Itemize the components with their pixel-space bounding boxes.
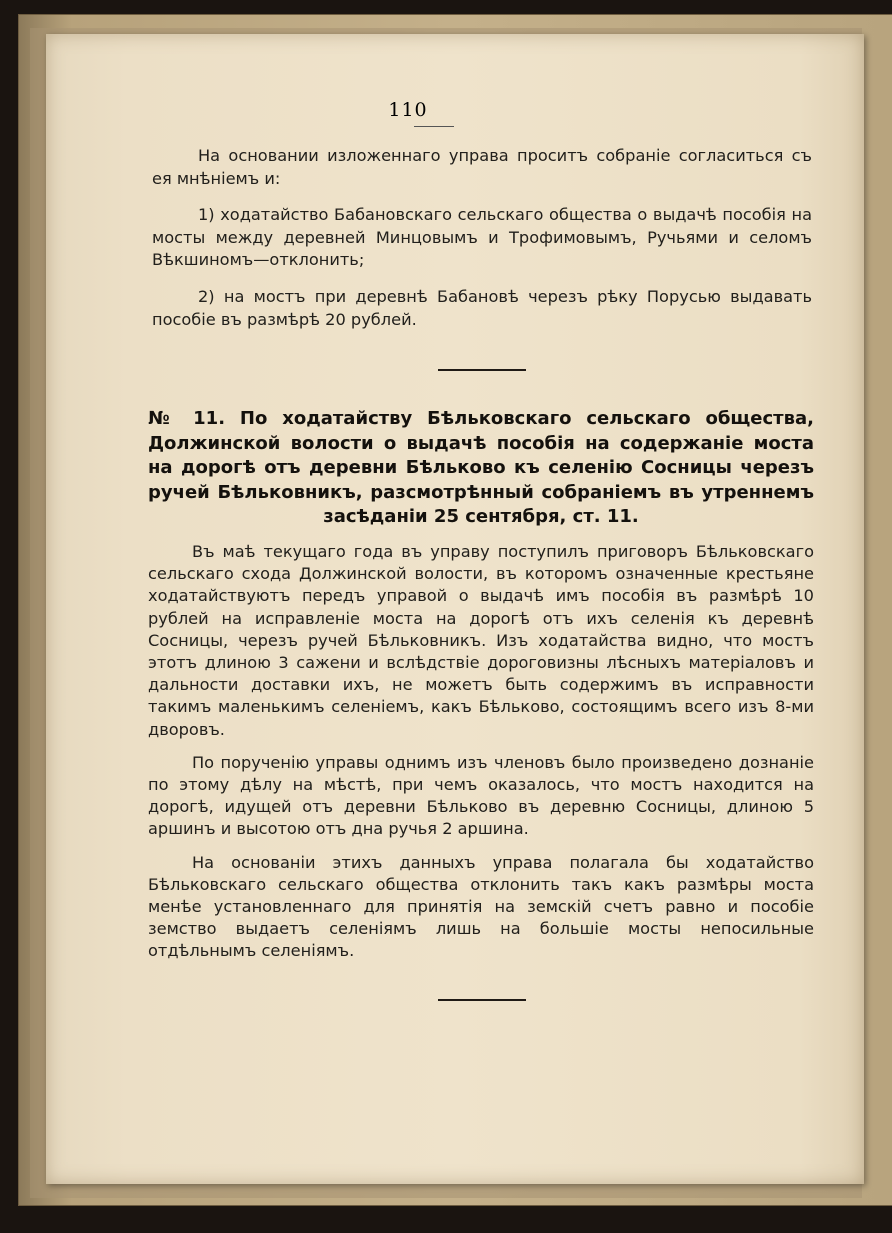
section-divider-top (438, 369, 526, 371)
paragraph-item-1: 1) ходатайство Бабановскаго сельскаго общества о выдачѣ пособія на мосты между деревней Минцовымъ и Трофимовымъ, Ручьями и селомъ Вѣкшиномъ—отклонить; (152, 205, 812, 270)
paragraph-inquiry: По порученію управы однимъ изъ членовъ было произведено дознаніе по этому дѣлу на мѣстѣ, при чемъ оказалось, что мостъ находится на дорогѣ, идущей отъ деревни Бѣльково въ деревню Сосницы, длиною 5 аршинъ и высотою отъ дна ручья 2 аршина. (148, 752, 814, 839)
page-number: 110 (388, 99, 428, 121)
section-divider-bottom (438, 999, 526, 1001)
paragraph-conclusion: На основаніи этихъ данныхъ управа полагала бы ходатайство Бѣльковскаго сельскаго общества отклонить такъ какъ размѣры моста менѣе установленнаго для принятія на земскій счетъ равно и пособіе земство выдаетъ селеніямъ лишь на большіе мосты непосильные отдѣльнымъ селеніямъ. (148, 852, 814, 961)
paragraph-item-2: 2) на мостъ при деревнѣ Бабановѣ черезъ рѣку Порусью выдавать пособіе въ размѣрѣ 20 рублей. (152, 286, 812, 329)
top-section (152, 145, 812, 331)
paragraph-petition: Въ маѣ текущаго года въ управу поступилъ приговоръ Бѣльковскаго сельскаго схода Должинской волости, въ которомъ означенные крестьяне ходатайствуютъ передъ управой о выдачѣ имъ пособія въ размѣрѣ 10 рублей на исправленіе моста на дорогѣ отъ ихъ селенія къ деревнѣ Сосницы, черезъ ручей Бѣльковникъ. Изъ ходатайства видно, что мостъ этотъ длиною 3 сажени и вслѣдствіе дороговизны лѣсныхъ матеріаловъ и дальности доставки ихъ, не можетъ быть содержимъ въ исправности такимъ маленькимъ селеніемъ, какъ Бѣльково, состоящимъ всего изъ 8-ми дворовъ. (148, 542, 814, 739)
section-heading: № 11. По ходатайству Бѣльковскаго сельскаго общества, Должинской волости о выдачѣ пособія на содержаніе моста на дорогѣ отъ деревни Бѣльково къ селенію Сосницы черезъ ручей Бѣльковникъ, разсмотрѣнный собраніемъ въ утреннемъ засѣданіи 25 сентября, ст. 11. (148, 408, 814, 527)
section-11-body (148, 541, 814, 963)
page-number-underline (414, 126, 454, 127)
paragraph-intro: На основании изложеннаго управа проситъ собраніе согласиться съ ея мнѣніемъ и: (152, 146, 812, 188)
